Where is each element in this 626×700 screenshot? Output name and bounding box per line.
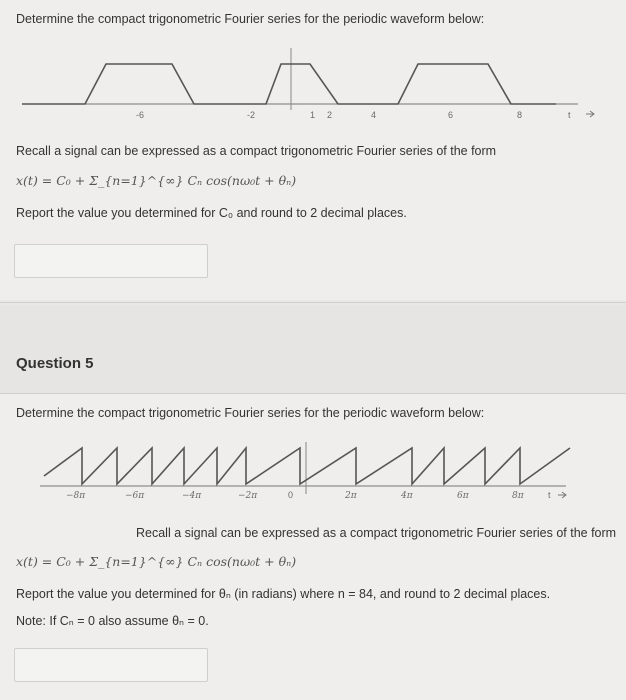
q4-waveform [22, 64, 556, 104]
question-4-section [0, 0, 626, 300]
q5-report-text: Report the value you determined for θₙ (in radians) where n = 84, and round to 2 decimal places. [16, 587, 551, 601]
q5-note-text: Note: If Cₙ = 0 also assume θₙ = 0. [16, 614, 209, 628]
q4-prompt: Determine the compact trigonometric Fourier series for the periodic waveform below: [16, 12, 485, 26]
question-5-body [0, 394, 626, 700]
q4-waveform-graph [0, 40, 626, 130]
q5-formula: x(t) = C₀ + Σ_{n=1}^{∞} Cₙ cos(nω₀t + θₙ) [16, 554, 297, 569]
q5-waveform-graph [0, 434, 626, 514]
q4-tick-label: 6 [448, 110, 454, 120]
question-5-title: Question 5 [16, 355, 94, 372]
q4-tick-label: 8 [517, 110, 523, 120]
q4-report-text: Report the value you determined for C₀ and round to 2 decimal places. [16, 206, 407, 220]
q5-axis-label: t [548, 490, 551, 500]
q4-tick-label: -2 [247, 110, 256, 120]
q4-axis-label: t [568, 110, 571, 120]
q5-tick-label: −2π [238, 491, 258, 501]
q5-tick-label: −6π [125, 491, 145, 501]
q5-prompt: Determine the compact trigonometric Fourier series for the periodic waveform below: [16, 406, 485, 420]
q5-tick-label: 0 [288, 490, 294, 500]
q5-waveform [44, 448, 570, 484]
q5-axis-arrow-icon [558, 492, 566, 498]
q4-formula: x(t) = C₀ + Σ_{n=1}^{∞} Cₙ cos(nω₀t + θₙ) [16, 173, 297, 188]
q5-tick-label: −4π [182, 491, 202, 501]
q5-tick-label: −8π [66, 491, 86, 501]
q5-tick-label: 8π [512, 491, 524, 501]
q5-recall-text: Recall a signal can be expressed as a compact trigonometric Fourier series of the form [136, 526, 617, 540]
q5-answer-input[interactable] [14, 648, 208, 682]
section-divider [0, 302, 626, 303]
q4-answer-input[interactable] [14, 244, 208, 278]
q5-tick-label: 6π [457, 491, 469, 501]
q5-tick-label: 4π [401, 491, 413, 501]
q4-recall-text: Recall a signal can be expressed as a compact trigonometric Fourier series of the form [16, 144, 497, 158]
question-5-header [0, 305, 626, 393]
q4-tick-label: -6 [136, 110, 145, 120]
q4-tick-label: 4 [371, 110, 377, 120]
q4-tick-label: 1 [310, 110, 316, 120]
q4-tick-label: 2 [327, 110, 333, 120]
q5-tick-label: 2π [345, 491, 357, 501]
q4-axis-arrow-icon [586, 111, 594, 117]
